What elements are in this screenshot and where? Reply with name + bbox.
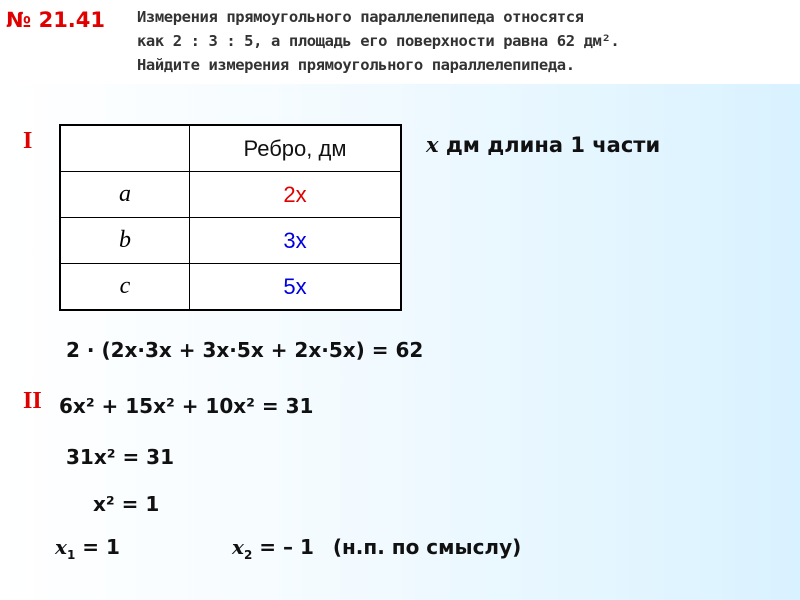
variable-definition bbox=[426, 132, 660, 157]
edge-label-b: b bbox=[60, 218, 190, 264]
root-two-index: 2 bbox=[243, 548, 253, 562]
equation-surface: 2 · (2x·3x + 3x·5x + 2x·5x) = 62 bbox=[66, 338, 424, 362]
root-two-var: x bbox=[232, 535, 244, 559]
root-one-value: = 1 bbox=[75, 535, 120, 559]
table-row bbox=[60, 218, 401, 264]
problem-line-3: Найдите измерения прямоугольного параллелепипеда. bbox=[137, 56, 575, 74]
table-row bbox=[60, 172, 401, 218]
problem-number: № 21.41 bbox=[6, 8, 106, 32]
step-one-marker: I bbox=[23, 128, 33, 154]
root-two-rejection-note: (н.п. по смыслу) bbox=[332, 535, 522, 559]
root-one-index: 1 bbox=[66, 548, 76, 562]
edge-value-c: 5x bbox=[190, 264, 402, 311]
table-header-edge: Ребро, дм bbox=[190, 125, 402, 172]
problem-statement bbox=[137, 5, 797, 77]
table-corner-cell bbox=[60, 125, 190, 172]
problem-header bbox=[0, 0, 800, 84]
root-two-value: = – 1 bbox=[252, 535, 314, 559]
edge-value-a: 2x bbox=[190, 172, 402, 218]
edge-value-b: 3x bbox=[190, 218, 402, 264]
equation-combined: 31x² = 31 bbox=[66, 445, 175, 469]
table-row bbox=[60, 264, 401, 311]
variable-symbol: x bbox=[426, 132, 439, 157]
root-two bbox=[232, 535, 521, 562]
table-header-row bbox=[60, 125, 401, 172]
problem-line-1: Измерения прямоугольного параллелепипеда относятся bbox=[137, 8, 584, 26]
root-one-var: x bbox=[55, 535, 67, 559]
variable-description: дм длина 1 части bbox=[438, 133, 661, 157]
equation-expanded: 6x² + 15x² + 10x² = 31 bbox=[59, 394, 314, 418]
root-one bbox=[55, 535, 120, 562]
edge-label-a: a bbox=[60, 172, 190, 218]
step-two-marker: II bbox=[23, 388, 42, 414]
edge-label-c: c bbox=[60, 264, 190, 311]
edges-table bbox=[59, 124, 402, 311]
equation-square: x² = 1 bbox=[93, 492, 160, 516]
problem-line-2: как 2 : 3 : 5, а площадь его поверхности равна 62 дм². bbox=[137, 32, 620, 50]
